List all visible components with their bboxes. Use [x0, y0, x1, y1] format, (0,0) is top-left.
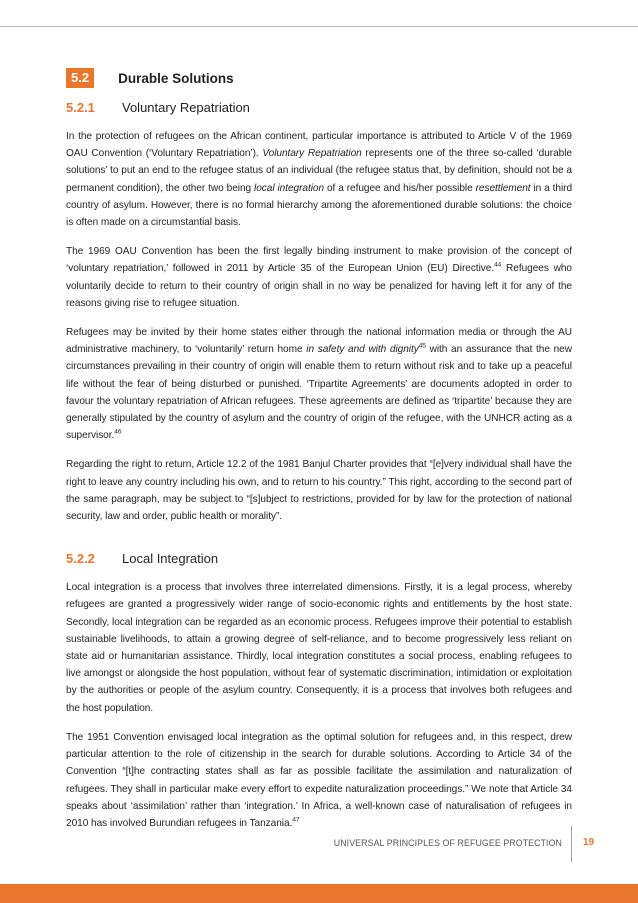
subsection-title: Local Integration	[122, 551, 219, 567]
footnote-ref: 44	[494, 262, 502, 270]
paragraph: The 1951 Convention envisaged local integration as the optimal solution for refugees and, in this respect, drew particular attention to the role of citizenship in the search for durable solutions. According to Article 34 of the Convention “[t]he contracting states shall as far as possible facilitate the assimilation and naturalization of refugees. They shall in particular make every effort to expedite naturalization proceedings.” We note that Article 34 speaks about ‘assimilation’ rather than ‘integration.’ In Africa, a well-known case of naturalisation of refugees in 2010 has involved Burundian refugees in Tanzania.$^{47}$	[66, 731, 572, 829]
bottom-accent-bar	[0, 884, 638, 903]
subsection-heading-1	[66, 100, 572, 115]
page-footer	[0, 826, 638, 866]
footer-divider	[571, 826, 572, 862]
section-title: Durable Solutions	[118, 70, 234, 86]
paragraph: The 1969 OAU Convention has been the first legally binding instrument to make provision of the concept of ‘voluntary repatriation,’ followed in 2011 by Article 35 of the European Union (EU) Directive.$^{44}$ Refugees who voluntarily decide to return to their country of origin shall in no way be penalized for having left it for any of the reasons giving rise to refugee situation.	[66, 246, 572, 309]
subsection-heading-2	[66, 551, 572, 566]
paragraph: Refugees may be invited by their home states either through the national information media or through the AU administrative machinery, to ‘voluntarily’ return home in safety and with dignity$^{45}$ with an assurance that the new circumstances prevailing in their country of origin will enable them to return without risk and to take up a peaceful life without the fear of being disturbed or punished. ‘Tripartite Agreements’ are documents adopted in order to favour the voluntary repatriation of African refugees. These agreements are defined as ‘tripartite’ because they are generally stipulated by the country of asylum and the country of origin of the refugee, with the UNHCR acting as a supervisor.$^{46}$	[66, 327, 572, 442]
subsection-number: 5.2.1	[66, 100, 95, 115]
paragraph: Regarding the right to return, Article 12.2 of the 1981 Banjul Charter provides that “[e]very individual shall have the right to leave any country including his own, and to return to his country.” This right, according to the second part of the same paragraph, may be subject to “[s]ubject to restrictions, provided for by law for the protection of national security, law and order, public health or morality”.	[66, 459, 572, 523]
page-number: 19	[583, 837, 595, 848]
section-heading	[66, 68, 572, 88]
subsection-number: 5.2.2	[66, 551, 95, 567]
footnote-ref: 46	[114, 428, 122, 436]
footer-running-title: UNIVERSAL PRINCIPLES OF REFUGEE PROTECTION	[333, 838, 562, 848]
footnote-ref: 45	[418, 342, 426, 350]
section-number-badge: 5.2	[66, 68, 94, 88]
paragraph: In the protection of refugees on the African continent, particular importance is attributed to Article V of the 1969 OAU Convention (‘Voluntary Repatriation’). Voluntary Repatriation represents one of the three so-called ‘durable solutions’ to put an end to the refugee status of an individual (the refugee status that, by definition, should not be a permanent condition), the other two being local integration of a refugee and his/her possible resettlement in a third country of asylum. However, there is no formal hierarchy among the aforementioned durable solutions: the choice is often made on a circumstantial basis.	[66, 131, 573, 229]
page-content	[66, 68, 572, 844]
paragraph: Local integration is a process that involves three interrelated dimensions. Firstly, it is a legal process, whereby refugees are granted a progressively wider range of socio-economic rights and entitlements by the host state. Secondly, local integration can be regarded as an economic process. Refugees improve their potential to establish sustainable livelihoods, to attain a growing degree of self-reliance, and to become progressively less reliant on state aid or humanitarian assistance. Thirdly, local integration constitutes a social process, enabling refugees to live amongst or alongside the host population, without fear of systematic discrimination, intimidation or exploitation by the authorities or people of the asylum country. Consequently, it is a process that involves both refugees and the host population.	[66, 582, 572, 714]
subsection-title: Voluntary Repatriation	[122, 100, 250, 115]
footnote-ref: 47	[292, 816, 300, 824]
top-rule	[0, 26, 638, 27]
